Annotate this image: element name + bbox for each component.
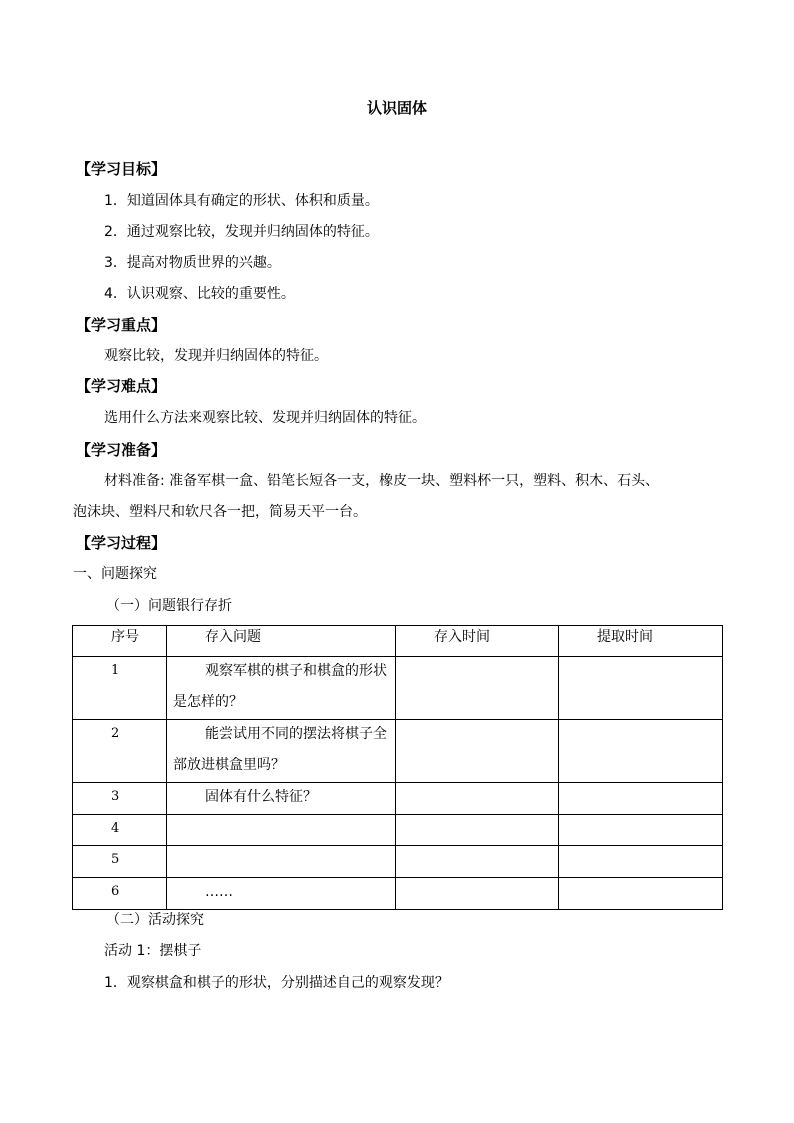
table-row	[73, 815, 723, 846]
deposit-time-cell	[396, 878, 559, 910]
part-heading: 一、问题探究	[73, 566, 157, 582]
prep-text-line1: 材料准备: 准备军棋一盒、铅笔长短各一支，橡皮一块、塑料杯一只，塑料、积木、石头、	[104, 473, 660, 489]
row-number: 4	[73, 815, 167, 846]
deposit-time-cell	[396, 846, 559, 878]
withdraw-time-cell	[559, 815, 723, 846]
key-text: 观察比较，发现并归纳固体的特征。	[104, 348, 328, 364]
goal-item: 3．提高对物质世界的兴趣。	[104, 255, 281, 271]
row-number: 2	[73, 720, 167, 783]
process-heading: 【学习过程】	[76, 534, 167, 552]
prep-text-line2: 泡沫块、塑料尺和软尺各一把，简易天平一台。	[73, 504, 367, 520]
deposit-time-cell	[396, 657, 559, 720]
question-bank-table	[72, 625, 723, 910]
header-cell-deposit-time: 存入时间	[396, 626, 559, 657]
header-cell-no: 序号	[73, 626, 167, 657]
row-number: 5	[73, 846, 167, 878]
header-cell-question: 存入问题	[167, 626, 396, 657]
goals-heading: 【学习目标】	[76, 160, 167, 178]
subsection-heading: （一）问题银行存折	[106, 598, 232, 614]
table-row	[73, 878, 723, 910]
activity-heading: 活动 1：摆棋子	[104, 943, 202, 959]
table-row	[73, 846, 723, 878]
withdraw-time-cell	[559, 878, 723, 910]
row-question: 固体有什么特征？	[205, 789, 317, 805]
deposit-time-cell	[396, 783, 559, 815]
row-question: ……	[205, 884, 233, 900]
activity-question: 1．观察棋盒和棋子的形状，分别描述自己的观察发现？	[104, 975, 449, 991]
goal-item: 4．认识观察、比较的重要性。	[104, 286, 295, 302]
withdraw-time-cell	[559, 846, 723, 878]
goal-item: 2．通过观察比较，发现并归纳固体的特征。	[104, 224, 379, 240]
goal-item: 1．知道固体具有确定的形状、体积和质量。	[104, 193, 379, 209]
key-heading: 【学习重点】	[76, 316, 167, 334]
row-number: 6	[73, 878, 167, 910]
deposit-time-cell	[396, 815, 559, 846]
table-row	[73, 657, 723, 720]
page-title: 认识固体	[366, 99, 427, 117]
withdraw-time-cell	[559, 657, 723, 720]
row-question: 能尝试用不同的摆法将棋子全部放进棋盒里吗？	[173, 726, 387, 773]
header-cell-withdraw-time: 提取时间	[559, 626, 723, 657]
difficulty-heading: 【学习难点】	[76, 377, 167, 395]
prep-heading: 【学习准备】	[76, 441, 167, 459]
table-row	[73, 720, 723, 783]
table-row	[73, 783, 723, 815]
deposit-time-cell	[396, 720, 559, 783]
difficulty-text: 选用什么方法来观察比较、发现并归纳固体的特征。	[104, 410, 426, 426]
row-number: 3	[73, 783, 167, 815]
table-header-row	[73, 626, 723, 657]
withdraw-time-cell	[559, 783, 723, 815]
withdraw-time-cell	[559, 720, 723, 783]
row-question: 观察军棋的棋子和棋盒的形状是怎样的？	[173, 663, 387, 710]
row-number: 1	[73, 657, 167, 720]
subsection-heading: （二）活动探究	[106, 912, 204, 928]
